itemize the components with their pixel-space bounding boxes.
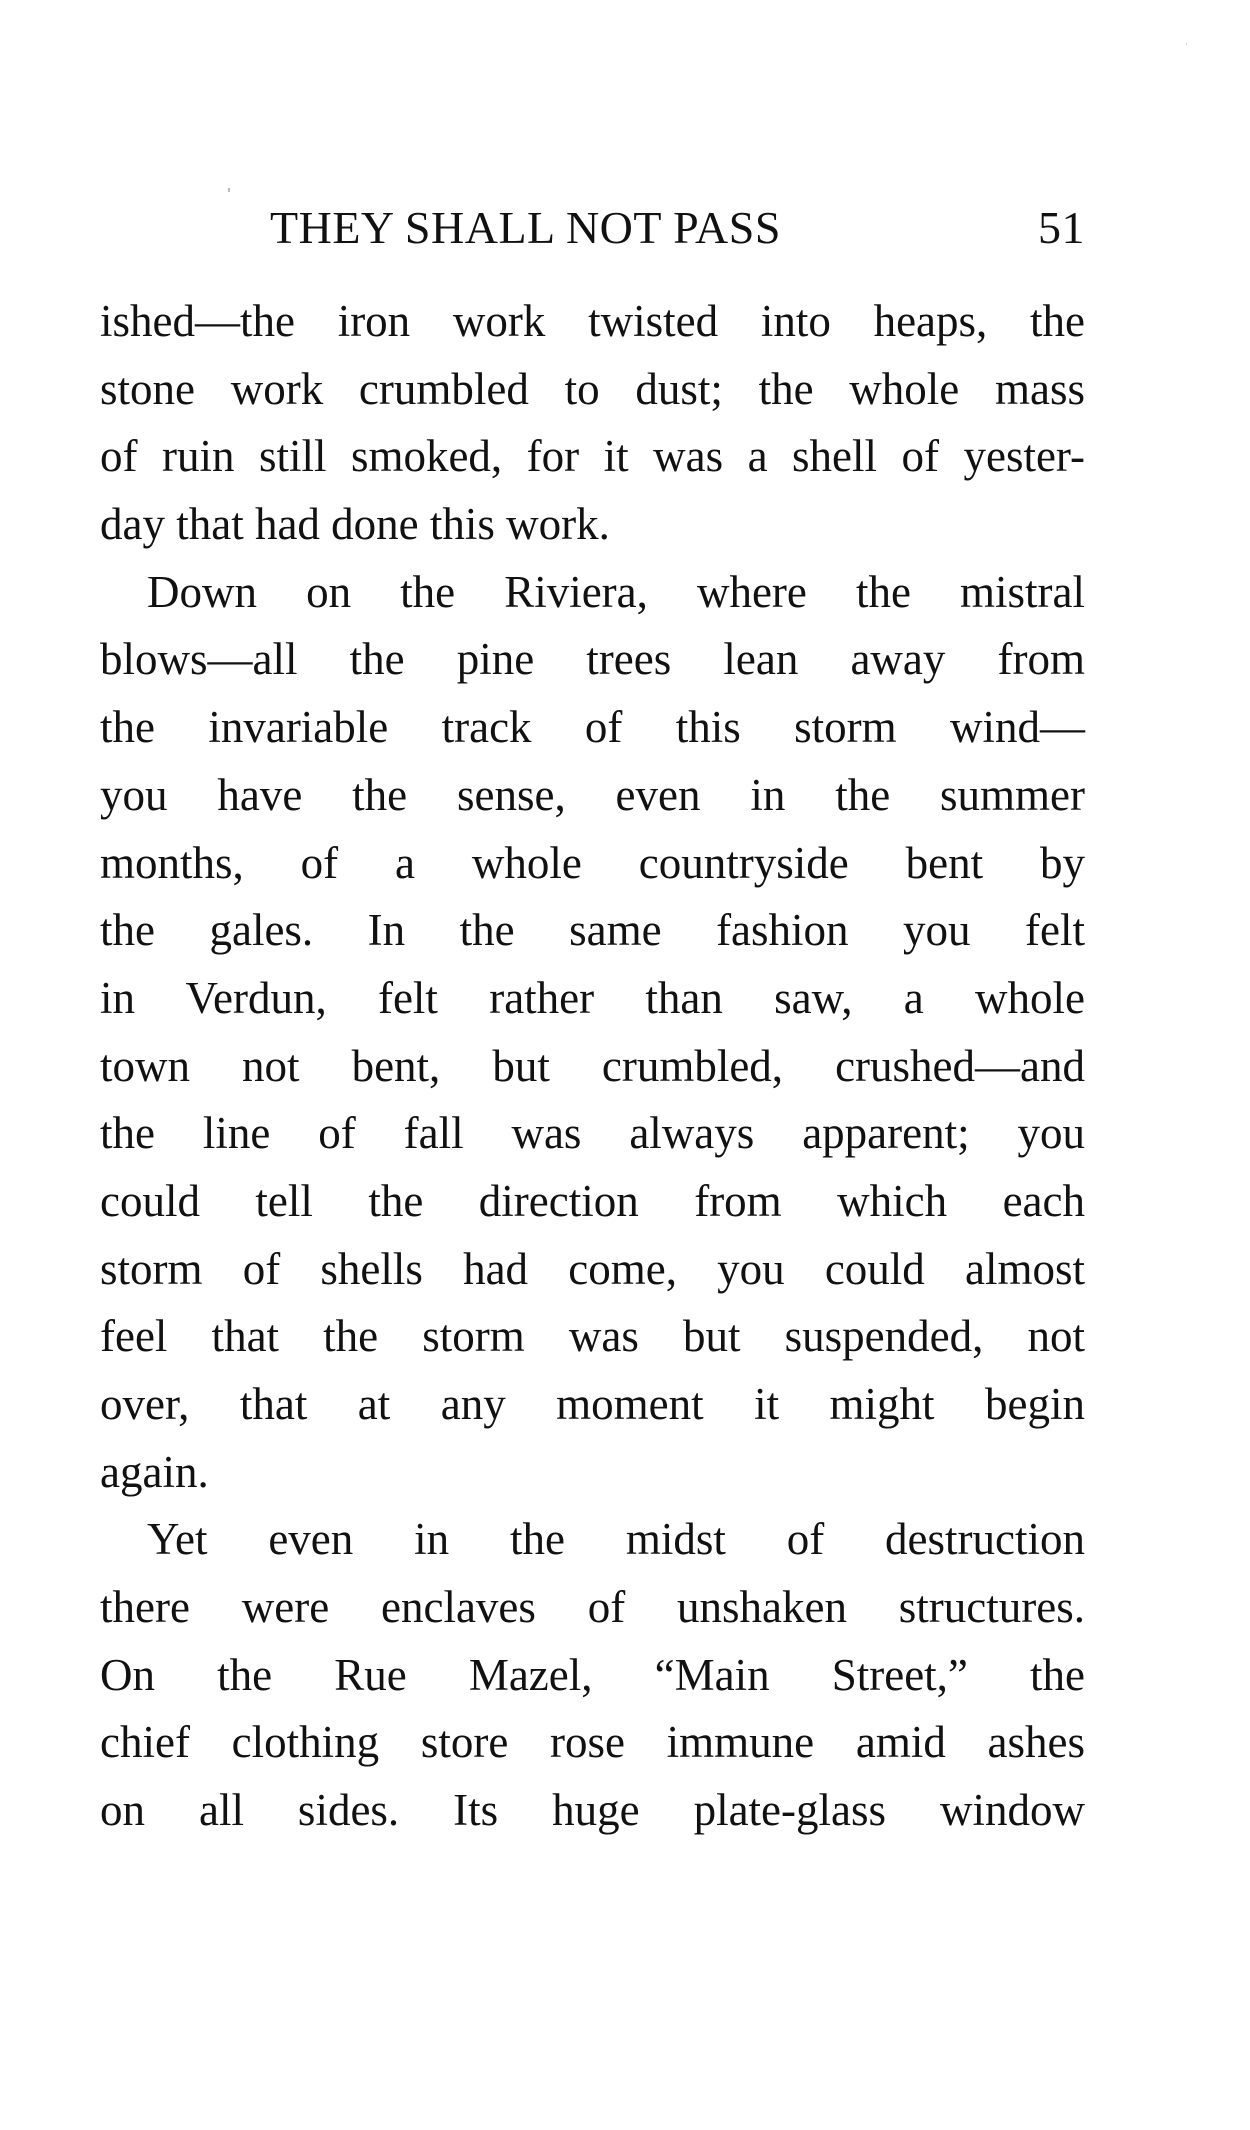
text-line: town not bent, but crumbled, crushed—and (100, 1040, 1085, 1091)
text-line: the gales. In the same fashion you felt (100, 905, 1085, 956)
text-line: storm of shells had come, you could almost (100, 1243, 1085, 1294)
running-title: THEY SHALL NOT PASS (270, 202, 781, 253)
text-line: again. (100, 1446, 209, 1497)
text-line: you have the sense, even in the summer (100, 769, 1085, 820)
text-line: ished—the iron work twisted into heaps, the (100, 296, 1085, 346)
text-line: Yet even in the midst of destruction (147, 1514, 1085, 1565)
text-line: Down on the Riviera, where the mistral (147, 566, 1085, 617)
page-number: 51 (1038, 202, 1085, 253)
text-line: feel that the storm was but suspended, not (100, 1311, 1085, 1362)
text-line: there were enclaves of unshaken structures. (100, 1582, 1085, 1633)
text-line: in Verdun, felt rather than saw, a whole (100, 972, 1085, 1023)
text-line: the invariable track of this storm wind— (100, 702, 1085, 753)
text-line: blows—all the pine trees lean away from (100, 634, 1085, 685)
text-line: of ruin still smoked, for it was a shell of yester- (100, 431, 1085, 482)
text-line: on all sides. Its huge plate-glass window (100, 1785, 1085, 1836)
print-speck (228, 188, 230, 192)
text-line: day that had done this work. (100, 499, 610, 550)
running-head (270, 198, 1085, 258)
text-line: On the Rue Mazel, “Main Street,” the (100, 1649, 1085, 1700)
text-line: over, that at any moment it might begin (100, 1379, 1085, 1429)
print-speck (1186, 43, 1187, 45)
text-line: could tell the direction from which each (100, 1175, 1085, 1226)
body-text (100, 288, 1085, 1845)
text-line: months, of a whole countryside bent by (100, 837, 1085, 888)
text-line: the line of fall was always apparent; you (100, 1108, 1085, 1159)
text-line: stone work crumbled to dust; the whole mass (100, 363, 1085, 414)
text-line: chief clothing store rose immune amid ashes (100, 1717, 1085, 1768)
